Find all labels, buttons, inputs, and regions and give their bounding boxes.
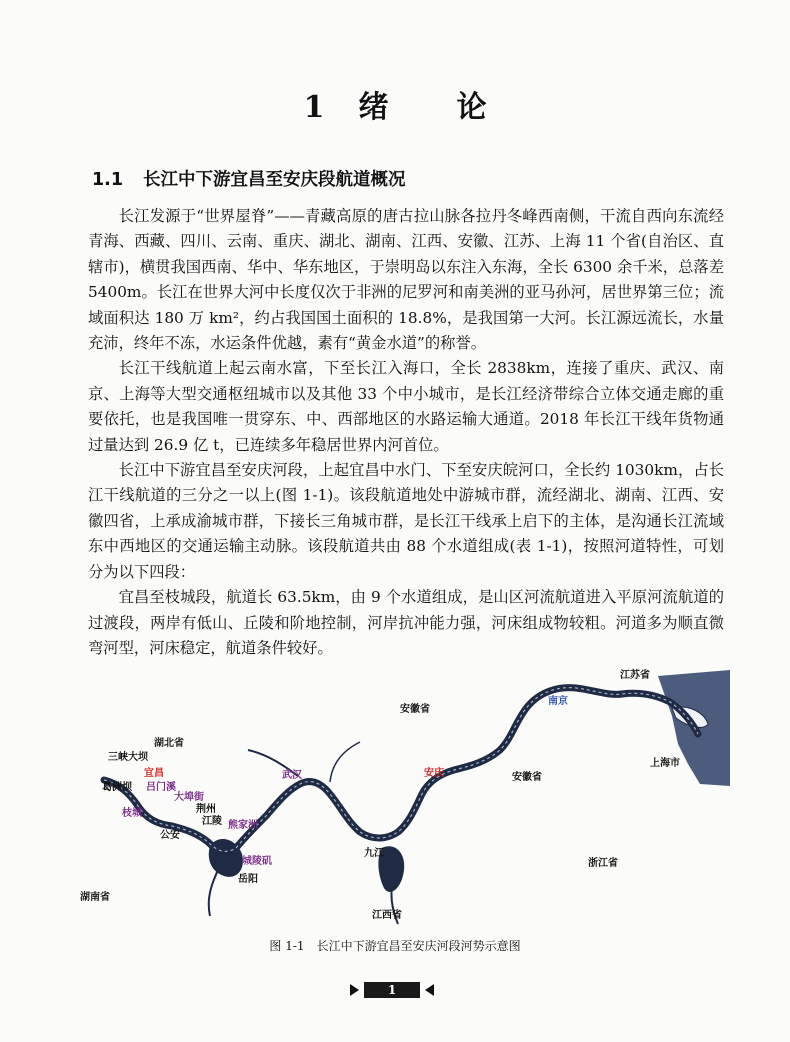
paragraph-1: 长江发源于“世界屋脊”——青藏高原的唐古拉山脉各拉丹冬峰西南侧，干流自西向东流经青海、西藏、四川、云南、重庆、湖北、湖南、江西、安徽、江苏、上海 11 个省(自治区、直辖市)，横贯我国西南、华中、华东地区，于崇明岛以东注入东海，全长 6300 余千米，总落差 5400m。长江在世界大河中长度仅次于非洲的尼罗河和南美洲的亚马孙河，居世界第三位；流域面积达 180 万 km²，约占我国国土面积的 18.8%，是我国第一大河。长江源远流长，水量充沛，终年不冻，水运条件优越，素有“黄金水道”的称誉。 (88, 207, 724, 353)
label-jingzhou: 荆州 (196, 804, 216, 815)
label-jiujiang: 九江 (364, 848, 384, 859)
label-yueyang: 岳阳 (238, 874, 258, 885)
label-jiangsu: 江苏省 (620, 670, 650, 681)
label-yichang: 宜昌 (144, 768, 164, 779)
chapter-number: 1 (303, 90, 325, 125)
label-anhui-north: 安徽省 (400, 704, 430, 715)
chapter-title (0, 82, 790, 126)
page-number (346, 982, 438, 998)
section-title: 长江中下游宜昌至安庆段航道概况 (143, 170, 406, 190)
paragraph-2: 长江干线航道上起云南水富，下至长江入海口，全长 2838km，连接了重庆、武汉、南京、上海等大型交通枢纽城市以及其他 33 个中小城市，是长江经济带综合立体交通走廊的重要依托，也是我国唯一贯穿东、中、西部地区的水路运输大通道。2018 年长江干线年货物通过量达到 26.9 亿 t，已连续多年稳居世界内河首位。 (88, 359, 724, 454)
label-nanjing: 南京 (548, 696, 568, 707)
triangle-right-icon (350, 984, 359, 996)
chapter-title-char-2: 论 (456, 90, 487, 125)
section-number: 1.1 (92, 170, 124, 190)
paragraph-4: 宜昌至枝城段，航道长 63.5km，由 9 个水道组成，是山区河流航道进入平原河流航道的过渡段，两岸有低山、丘陵和阶地控制，河岸抗冲能力强，河床组成物较粗。河道多为顺直微弯河型，河床稳定，航道条件较好。 (88, 588, 724, 657)
label-gezhouba: 葛洲坝 (102, 782, 132, 793)
label-anqing: 安庆 (424, 768, 444, 779)
figure-number: 图 1-1 (269, 939, 305, 953)
tributary-north (330, 742, 360, 782)
label-anhui-south: 安徽省 (512, 772, 542, 783)
chapter-title-char-1: 绪 (358, 90, 389, 125)
river-map (60, 666, 730, 928)
label-gongan: 公安 (160, 830, 180, 841)
label-jiangxi: 江西省 (372, 910, 402, 921)
label-lvmenxi: 吕门溪 (146, 782, 176, 793)
section-heading (92, 166, 406, 191)
label-hubei: 湖北省 (154, 738, 184, 749)
label-chenglingji: 城陵矶 (242, 856, 272, 867)
label-zhicheng: 枝城 (122, 808, 142, 819)
label-xiongjiazhou: 熊家洲 (228, 820, 258, 831)
label-shanghai: 上海市 (650, 758, 680, 769)
label-dabujie: 大埠街 (174, 792, 204, 803)
label-hunan: 湖南省 (80, 892, 110, 903)
label-jiangling: 江陵 (202, 816, 222, 827)
triangle-left-icon (425, 984, 434, 996)
label-zhejiang: 浙江省 (588, 858, 618, 869)
figure-caption (0, 937, 790, 954)
figure-caption-text: 长江中下游宜昌至安庆河段河势示意图 (316, 939, 521, 953)
paragraph-3: 长江中下游宜昌至安庆河段，上起宜昌中水门、下至安庆皖河口，全长约 1030km，占长江干线航道的三分之一以上(图 1-1)。该段航道地处中游城市群，流经湖北、湖南、江西、安徽四省，上承成渝城市群，下接长三角城市群，是长江干线承上启下的主体，是沟通长江流域东中西地区的交通运输主动脉。该段航道共由 88 个水道组成(表 1-1)，按照河道特性，可划分为以下四段： (88, 461, 724, 581)
tributary-xiang (209, 866, 220, 916)
page-number-box: 1 (364, 982, 420, 998)
label-sanxia: 三峡大坝 (108, 752, 148, 763)
body-text (88, 204, 724, 661)
label-wuhan: 武汉 (282, 770, 302, 781)
